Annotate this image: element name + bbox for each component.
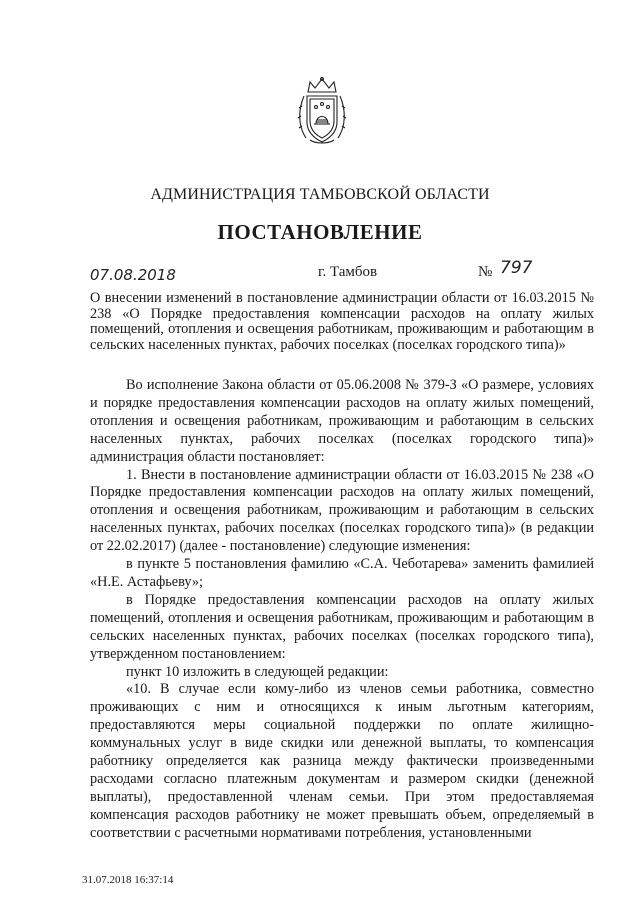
paragraph: «10. В случае если кому-либо из членов семьи работника, совместно проживающих с ним и относящихся к иным льготным категориям, предоставляются меры социальной поддержки по оплате жилищно-коммунальных услуг в виде скидки или денежной выплаты, то компенсация работнику определяется как разница между фактически произведенными расходами согласно платежным документам и размером скидки (денежной выплаты), предоставленной членам семьи. При этом предоставляемая компенсация расходов работнику не может превышать объем, определяемый в соответствии с расчетными нормативами потребления, установленными	[90, 681, 594, 841]
paragraph: 1. Внести в постановление администрации области от 16.03.2015 № 238 «О Порядке предоставления компенсации расходов на оплату жилых помещений, отопления и освещения работникам, проживающим и работающим в сельских населенных пунктах, рабочих поселках (поселках городского типа)» (в редакции от 22.02.2017) (далее - постановление) следующие изменения:	[90, 466, 594, 555]
paragraph: пункт 10 изложить в следующей редакции:	[126, 663, 389, 680]
paragraph: в Порядке предоставления компенсации расходов на оплату жилых помещений, отопления и освещения работникам, проживающим и работающим в сельских населенных пунктах, рабочих поселках (поселках городского типа), утвержденном постановлением:	[90, 591, 594, 662]
coat-of-arms-icon	[296, 76, 348, 148]
document-body	[90, 377, 594, 843]
handwritten-date: 07.08.2018	[90, 266, 176, 284]
paragraph: в пункте 5 постановления фамилию «С.А. Чеботарева» заменить фамилией «Н.Е. Астафьеву»;	[90, 556, 594, 590]
document-type-title: ПОСТАНОВЛЕНИЕ	[217, 220, 423, 244]
document-subject: О внесении изменений в постановление администрации области от 16.03.2015 № 238 «О Порядке предоставления компенсации расходов на оплату жилых помещений, отопления и освещения работникам, проживающим и работающим в сельских населенных пунктах, рабочих поселках (поселках городского типа)»	[90, 290, 594, 353]
handwritten-number: 797	[500, 258, 533, 278]
city-label: г. Тамбов	[318, 264, 378, 280]
footer-timestamp: 31.07.2018 16:37:14	[82, 874, 174, 886]
paragraph: Во исполнение Закона области от 05.06.2008 № 379-З «О размере, условиях и порядке предоставления компенсации расходов на оплату жилых помещений, отопления и освещения работникам, проживающим и работающим в сельских населенных пунктах, рабочих поселках (поселках городского типа)» администрация области постановляет:	[90, 377, 594, 465]
organization-name: АДМИНИСТРАЦИЯ ТАМБОВСКОЙ ОБЛАСТИ	[150, 186, 490, 203]
number-label: №	[478, 264, 493, 280]
